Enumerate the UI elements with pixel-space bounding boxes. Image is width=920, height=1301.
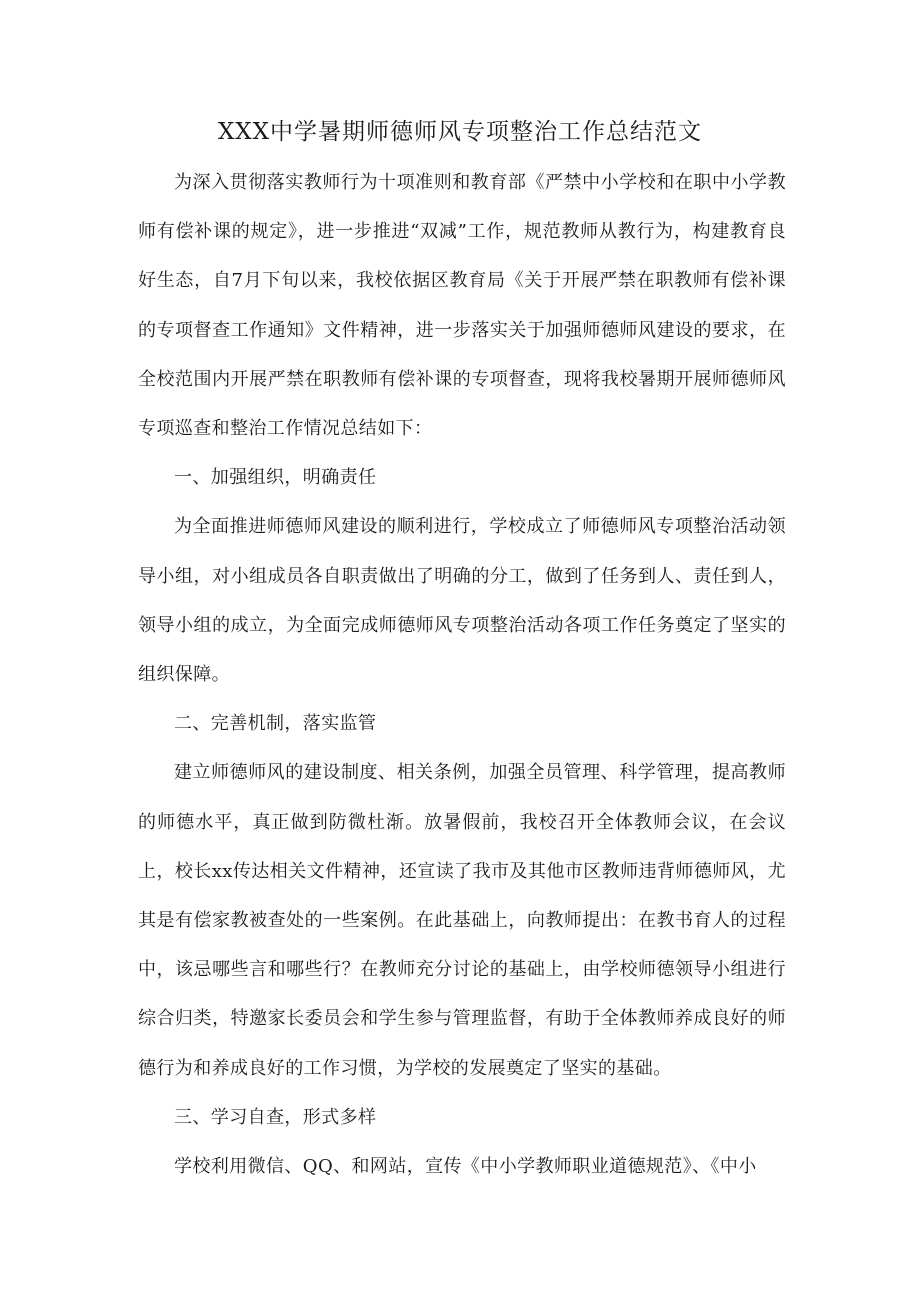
section-1-paragraph: 为全面推进师德师风建设的顺利进行，学校成立了师德师风专项整治活动领导小组，对小组成员各自职责做出了明确的分工，做到了任务到人、责任到人，领导小组的成立，为全面完成师德师风专项整治活动各项工作任务奠定了坚实的组织保障。 bbox=[138, 516, 786, 686]
document-title: XXX中学暑期师德师风专项整治工作总结范文 bbox=[217, 119, 703, 145]
section-heading-2: 二、完善机制，落实监管 bbox=[174, 713, 377, 735]
document-body bbox=[138, 158, 786, 1191]
section-heading-3: 三、学习自查，形式多样 bbox=[174, 1106, 377, 1128]
intro-paragraph: 为深入贯彻落实教师行为十项准则和教育部《严禁中小学校和在职中小学教师有偿补课的规定》，进一步推进“双减”工作，规范教师从教行为，构建教育良好生态，自7月下旬以来，我校依据区教育局《关于开展严禁在职教师有偿补课的专项督查工作通知》文件精神，进一步落实关于加强师德师风建设的要求，在全校范围内开展严禁在职教师有偿补课的专项督查，现将我校暑期开展师德师风专项巡查和整治工作情况总结如下： bbox=[138, 172, 786, 440]
section-heading-1: 一、加强组织，明确责任 bbox=[174, 467, 377, 489]
section-3-paragraph: 学校利用微信、QQ、和网站，宣传《中小学教师职业道德规范》、《中小 bbox=[174, 1156, 757, 1178]
section-2-paragraph: 建立师德师风的建设制度、相关条例，加强全员管理、科学管理，提高教师的师德水平，真正做到防微杜渐。放暑假前，我校召开全体教师会议，在会议上，校长xx传达相关文件精神，还宣读了我市及其他市区教师违背师德师风，尤其是有偿家教被查处的一些案例。在此基础上，向教师提出：在教书育人的过程中，该忌哪些言和哪些行？在教师充分讨论的基础上，由学校师德领导小组进行综合归类，特邀家长委员会和学生参与管理监督，有助于全体教师养成良好的师德行为和养成良好的工作习惯，为学校的发展奠定了坚实的基础。 bbox=[138, 762, 786, 1079]
